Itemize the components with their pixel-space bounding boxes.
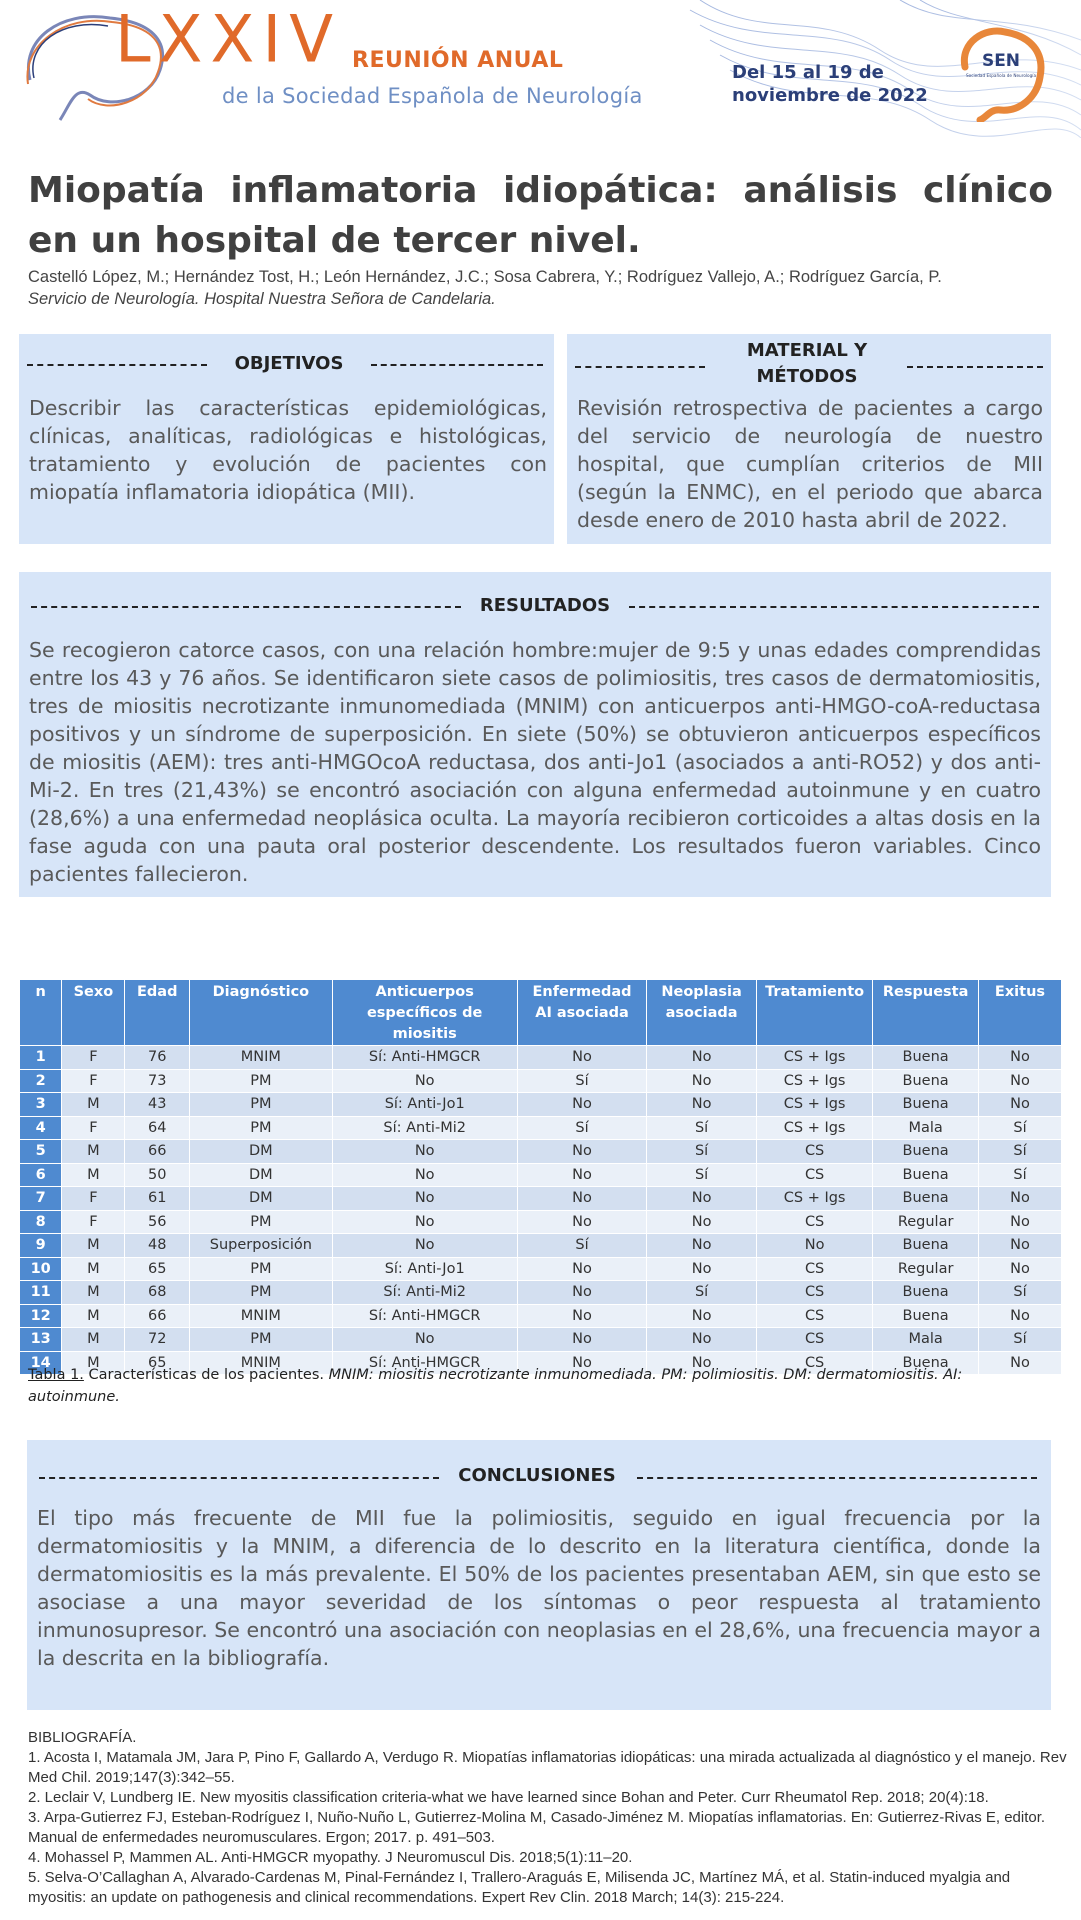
bibliography [28, 1728, 1068, 1908]
table-cell: Sí: Anti-HMGCR [332, 1046, 517, 1070]
table-cell: CS + Igs [756, 1116, 872, 1140]
table-cell: 61 [125, 1187, 190, 1211]
table-cell: No [756, 1234, 872, 1258]
conclusiones-text: El tipo más frecuente de MII fue la polimiositis, seguido en igual frecuencia por la dermatomiositis y la MNIM, a diferencia de lo descrito en la literatura científica, donde la dermatomiositis es la más prevalente. El 50% de los pacientes presentaban AEM, sin que esto se asociase a una mayor severidad de los síntomas o peor respuesta al tratamiento inmunosupresor. Se encontró una asociación con neoplasias en el 28,6%, una frecuencia mayor a la descrita en la bibliografía. [37, 1506, 1041, 1670]
table-row [20, 1210, 1062, 1234]
table-cell: CS [756, 1210, 872, 1234]
table-cell: Sí: Anti-Jo1 [332, 1257, 517, 1281]
table-cell: DM [190, 1140, 332, 1164]
metodos-heading-line-1: MATERIAL Y [746, 340, 868, 361]
table-cell: Regular [873, 1257, 979, 1281]
edition-number: LXXIV [115, 2, 341, 78]
column-header-line-2: asociada [665, 1005, 738, 1021]
table-cell: No [517, 1046, 646, 1070]
table-cell: Buena [873, 1046, 979, 1070]
bibliography-item: 3. Arpa-Gutierrez FJ, Esteban-Rodríguez I, Nuño-Nuño L, Gutierrez-Molina M, Casado-Jiménez M. Miopatías inflamatorias. En: Gutierrez-Rivas E, editor. Manual de enfermedades neuromusculares. Ergon; 2017. p. 491–503. [28, 1809, 1046, 1846]
table-cell: No [647, 1304, 757, 1328]
table-cell: Superposición [190, 1234, 332, 1258]
table-cell: 9 [20, 1234, 62, 1258]
table-cell: 43 [125, 1093, 190, 1117]
table-cell: 68 [125, 1281, 190, 1305]
table-cell: Buena [873, 1187, 979, 1211]
table-cell: No [647, 1046, 757, 1070]
caption-text: Características de los pacientes. [83, 1367, 329, 1383]
column-header [647, 980, 757, 1046]
table-cell: Sí: Anti-Mi2 [332, 1281, 517, 1305]
column-header-line-1: n [35, 984, 46, 1000]
table-cell: No [517, 1093, 646, 1117]
column-header-line-1: Respuesta [882, 984, 969, 1000]
table-cell: No [517, 1304, 646, 1328]
table-cell: Sí: Anti-HMGCR [332, 1351, 517, 1374]
table-cell: 6 [20, 1163, 62, 1187]
column-header [756, 980, 872, 1046]
table-cell: F [62, 1210, 125, 1234]
table-cell: Sí [978, 1116, 1061, 1140]
table-cell: No [978, 1046, 1061, 1070]
table-cell: M [62, 1163, 125, 1187]
table-cell: F [62, 1046, 125, 1070]
table-cell: 76 [125, 1046, 190, 1070]
table-cell: 64 [125, 1116, 190, 1140]
table-cell: No [978, 1351, 1061, 1374]
table-cell: F [62, 1187, 125, 1211]
column-header [125, 980, 190, 1046]
table-cell: Sí [517, 1116, 646, 1140]
column-header-line-1: Edad [137, 984, 178, 1000]
table-cell: Buena [873, 1351, 979, 1374]
column-header [873, 980, 979, 1046]
table-cell: PM [190, 1257, 332, 1281]
table-cell: PM [190, 1069, 332, 1093]
table-cell: Buena [873, 1163, 979, 1187]
table-cell: 8 [20, 1210, 62, 1234]
table-cell: CS [756, 1163, 872, 1187]
heading-dash-left [575, 366, 705, 368]
column-header [332, 980, 517, 1046]
table-cell: Sí: Anti-Jo1 [332, 1093, 517, 1117]
table-cell: No [647, 1069, 757, 1093]
table-cell: Buena [873, 1140, 979, 1164]
society-name: de la Sociedad Española de Neurología [222, 84, 643, 108]
table-cell: PM [190, 1328, 332, 1352]
table-cell: CS + Igs [756, 1187, 872, 1211]
table-cell: Sí [978, 1281, 1061, 1305]
table-cell: Buena [873, 1069, 979, 1093]
table-cell: Sí [517, 1069, 646, 1093]
column-header [190, 980, 332, 1046]
table-cell: CS [756, 1351, 872, 1374]
heading-dash-right [629, 606, 1039, 608]
table-cell: No [647, 1328, 757, 1352]
table-cell: CS + Igs [756, 1069, 872, 1093]
column-header-line-2: específicos de miositis [366, 1005, 483, 1042]
table-cell: No [517, 1257, 646, 1281]
table-cell: 11 [20, 1281, 62, 1305]
table-header-row [20, 980, 1062, 1046]
dates-line-1: Del 15 al 19 de [732, 62, 884, 83]
conclusiones-heading: CONCLUSIONES [458, 1465, 616, 1486]
column-header-line-1: Enfermedad [532, 984, 632, 1000]
table-cell: PM [190, 1281, 332, 1305]
table-cell: 50 [125, 1163, 190, 1187]
table-cell: No [647, 1187, 757, 1211]
table-cell: CS + Igs [756, 1093, 872, 1117]
metodos-heading [707, 338, 907, 390]
table-cell: No [517, 1281, 646, 1305]
column-header-line-1: Sexo [73, 984, 114, 1000]
table-cell: 72 [125, 1328, 190, 1352]
resultados-text: Se recogieron catorce casos, con una relación hombre:mujer de 9:5 y unas edades comprendidas entre los 43 y 76 años. Se identificaron siete casos de polimiositis, tres casos de dermatomiositis, tres de miositis necrotizante inmunomediada (MNIM) con anticuerpos anti-HMGO-coA-reductasa positivos y un síndrome de superposición. En siete (50%) se obtuvieron anticuerpos específicos de miositis (AEM): tres anti-HMGOcoA reductasa, dos anti-Jo1 (asociados a anti-RO52) y dos anti-Mi-2. En tres (21,43%) se encontró asociación con alguna enfermedad autoinmune y en cuatro (28,6%) a una enfermedad neoplásica oculta. La mayoría recibieron corticoides a altas dosis en la fase aguda con una pauta oral posterior descendente. Los resultados fueron variables. Cinco pacientes fallecieron. [29, 638, 1041, 886]
table-cell: 7 [20, 1187, 62, 1211]
bibliography-item: 4. Mohassel P, Mammen AL. Anti-HMGCR myopathy. J Neuromuscul Dis. 2018;5(1):11–20. [28, 1849, 633, 1866]
table-cell: 3 [20, 1093, 62, 1117]
table-row [20, 1093, 1062, 1117]
table-row [20, 1234, 1062, 1258]
table-row [20, 1281, 1062, 1305]
table-cell: DM [190, 1163, 332, 1187]
sen-logo-text: SEN [981, 51, 1021, 71]
table-row [20, 1140, 1062, 1164]
poster-title: Miopatía inflamatoria idiopática: análisis clínico en un hospital de tercer nivel. [28, 170, 1053, 261]
table-cell: Sí [647, 1140, 757, 1164]
table-cell: No [978, 1257, 1061, 1281]
objetivos-panel [19, 334, 554, 544]
table-cell: No [332, 1069, 517, 1093]
heading-dash-right [907, 366, 1043, 368]
table-cell: Buena [873, 1281, 979, 1305]
heading-dash-left [27, 364, 207, 366]
metodos-text: Revisión retrospectiva de pacientes a cargo del servicio de neurología de nuestro hospital, que cumplían criterios de MII (según la ENMC), en el periodo que abarca desde enero de 2010 hasta abril de 2022. [577, 396, 1043, 532]
table-cell: No [647, 1351, 757, 1374]
resultados-panel [19, 572, 1051, 897]
heading-dash-right [371, 364, 543, 366]
table-cell: 2 [20, 1069, 62, 1093]
table-cell: 66 [125, 1140, 190, 1164]
table-cell: Buena [873, 1234, 979, 1258]
table-row [20, 1257, 1062, 1281]
patients-table [20, 980, 1062, 1374]
column-header-line-1: Exitus [994, 984, 1046, 1000]
table-row [20, 1304, 1062, 1328]
heading-dash-left [31, 606, 461, 608]
heading-dash-right [637, 1477, 1037, 1479]
bibliography-item: 5. Selva-O’Callaghan A, Alvarado-Cardenas M, Pinal-Fernández I, Trallero-Araguás E, Milisenda JC, Martínez MÁ, et al. Statin-induced myalgia and myositis: an update on pathogenesis and clinical recommendations. Expert Rev Clin. 2018 March; 14(3): 215-224. [28, 1869, 1011, 1906]
table-row [20, 1163, 1062, 1187]
table-cell: F [62, 1069, 125, 1093]
table-cell: M [62, 1234, 125, 1258]
conclusiones-panel [27, 1440, 1051, 1710]
table-cell: Sí [978, 1328, 1061, 1352]
table-cell: 66 [125, 1304, 190, 1328]
table-cell: Sí [978, 1163, 1061, 1187]
authors: Castelló López, M.; Hernández Tost, H.; León Hernández, J.C.; Sosa Cabrera, Y.; Rodríguez Vallejo, A.; Rodríguez García, P. [28, 268, 942, 286]
column-header-line-1: Anticuerpos [375, 984, 474, 1000]
table-cell: No [647, 1234, 757, 1258]
table-cell: No [978, 1210, 1061, 1234]
table-cell: Sí: Anti-HMGCR [332, 1304, 517, 1328]
table-cell: Sí [647, 1163, 757, 1187]
table-cell: No [332, 1163, 517, 1187]
table-cell: No [978, 1234, 1061, 1258]
congress-dates [732, 62, 928, 107]
table-cell: No [978, 1304, 1061, 1328]
table-cell: No [647, 1093, 757, 1117]
table-cell: No [647, 1210, 757, 1234]
table-cell: M [62, 1257, 125, 1281]
heading-dash-left [39, 1477, 439, 1479]
table-cell: No [332, 1140, 517, 1164]
table-row [20, 1328, 1062, 1352]
table-cell: PM [190, 1116, 332, 1140]
table-cell: Regular [873, 1210, 979, 1234]
table-cell: 10 [20, 1257, 62, 1281]
caption-abbreviations: MNIM: miositis necrotizante inmunomediada. PM: polimiositis. DM: dermatomiositis. AI: autoinmune. [28, 1367, 963, 1405]
column-header [978, 980, 1061, 1046]
table-row [20, 1069, 1062, 1093]
table-row [20, 1187, 1062, 1211]
table-cell: 4 [20, 1116, 62, 1140]
bibliography-item: 2. Leclair V, Lundberg IE. New myositis classification criteria-what we have learned since Bohan and Peter. Curr Rheumatol Rep. 2018; 20(4):18. [28, 1789, 989, 1806]
table-cell: CS [756, 1304, 872, 1328]
dates-line-2: noviembre de 2022 [732, 84, 928, 106]
table-cell: No [517, 1328, 646, 1352]
table-cell: M [62, 1140, 125, 1164]
table-cell: M [62, 1281, 125, 1305]
congress-header [0, 0, 1081, 138]
table-cell: Sí [517, 1234, 646, 1258]
table-cell: Buena [873, 1304, 979, 1328]
table-cell: 48 [125, 1234, 190, 1258]
objetivos-heading: OBJETIVOS [234, 353, 344, 374]
affiliation: Servicio de Neurología. Hospital Nuestra Señora de Candelaria. [28, 290, 496, 308]
table-cell: 65 [125, 1351, 190, 1374]
table-cell: M [62, 1351, 125, 1374]
table-cell: PM [190, 1093, 332, 1117]
table-cell: No [517, 1351, 646, 1374]
meeting-name: REUNIÓN ANUAL [352, 48, 564, 73]
column-header-line-1: Neoplasia [661, 984, 742, 1000]
table-cell: No [978, 1187, 1061, 1211]
table-cell: No [517, 1140, 646, 1164]
table-cell: Sí [647, 1116, 757, 1140]
table-cell: Sí: Anti-Mi2 [332, 1116, 517, 1140]
metodos-heading-line-2: MÉTODOS [756, 366, 858, 387]
table-cell: Sí [647, 1281, 757, 1305]
table-cell: CS + Igs [756, 1046, 872, 1070]
objetivos-text: Describir las características epidemiológicas, clínicas, analíticas, radiológicas e histológicas, tratamiento y evolución de pacientes con miopatía inflamatoria idiopática (MII). [29, 396, 547, 504]
table-cell: 73 [125, 1069, 190, 1093]
table-cell: M [62, 1304, 125, 1328]
column-header-line-1: Diagnóstico [212, 984, 310, 1000]
metodos-panel [567, 334, 1051, 544]
table-cell: MNIM [190, 1304, 332, 1328]
table-cell: F [62, 1116, 125, 1140]
column-header-line-1: Tratamiento [765, 984, 865, 1000]
table-cell: PM [190, 1210, 332, 1234]
table-cell: DM [190, 1187, 332, 1211]
table-row [20, 1116, 1062, 1140]
table-cell: CS [756, 1257, 872, 1281]
table-cell: 14 [20, 1351, 62, 1374]
table-cell: 56 [125, 1210, 190, 1234]
table-cell: 5 [20, 1140, 62, 1164]
table-cell: 12 [20, 1304, 62, 1328]
sen-logo-subtext: Sociedad Española de Neurología [965, 73, 1037, 78]
caption-label: Tabla 1. [28, 1367, 84, 1383]
table-cell: M [62, 1328, 125, 1352]
table-cell: MNIM [190, 1351, 332, 1374]
table-cell: No [332, 1187, 517, 1211]
bibliography-heading: BIBLIOGRAFÍA. [28, 1729, 137, 1746]
table-cell: 1 [20, 1046, 62, 1070]
column-header-line-2: AI asociada [535, 1005, 629, 1021]
table-cell: Mala [873, 1116, 979, 1140]
table-cell: 13 [20, 1328, 62, 1352]
table-cell: No [332, 1210, 517, 1234]
table-cell: No [332, 1234, 517, 1258]
table-cell: CS [756, 1281, 872, 1305]
table-cell: CS [756, 1140, 872, 1164]
table-cell: No [978, 1093, 1061, 1117]
table-cell: No [517, 1163, 646, 1187]
table-caption [28, 1364, 1048, 1408]
column-header [517, 980, 646, 1046]
table-body [20, 1046, 1062, 1375]
table-cell: No [332, 1328, 517, 1352]
resultados-heading: RESULTADOS [479, 595, 611, 616]
table-cell: Sí [978, 1140, 1061, 1164]
table-cell: M [62, 1093, 125, 1117]
column-header [62, 980, 125, 1046]
table-cell: MNIM [190, 1046, 332, 1070]
column-header [20, 980, 62, 1046]
sen-logo [945, 22, 1055, 122]
table-cell: CS [756, 1328, 872, 1352]
table-cell: 65 [125, 1257, 190, 1281]
bibliography-item: 1. Acosta I, Matamala JM, Jara P, Pino F, Gallardo A, Verdugo R. Miopatías inflamatorias idiopáticas: una mirada actualizada al diagnóstico y el manejo. Rev Med Chil. 2019;147(3):342–55. [28, 1749, 1067, 1786]
table-cell: No [647, 1257, 757, 1281]
bibliography-list [28, 1748, 1068, 1908]
table-row [20, 1046, 1062, 1070]
table-cell: No [517, 1187, 646, 1211]
table-cell: Buena [873, 1093, 979, 1117]
table-cell: No [978, 1069, 1061, 1093]
table-cell: Mala [873, 1328, 979, 1352]
table-cell: No [517, 1210, 646, 1234]
